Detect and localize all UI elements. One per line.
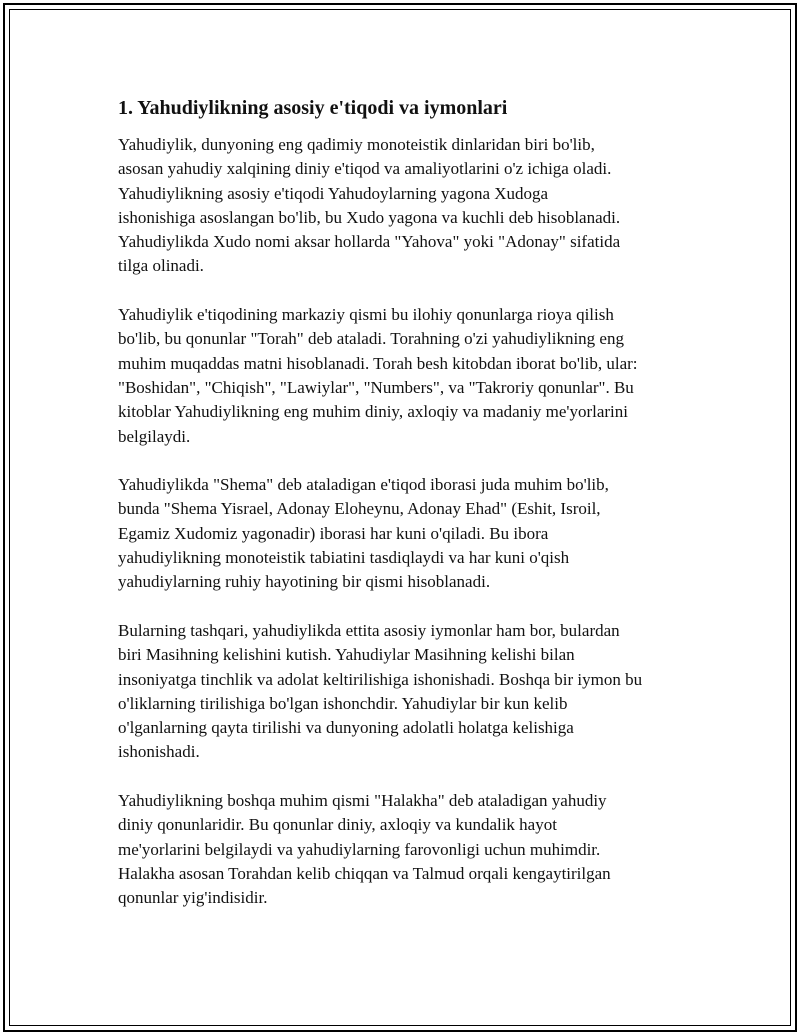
paragraph-line: insoniyatga tinchlik va adolat keltirilishiga ishonishadi. Boshqa bir iymon bu bbox=[118, 669, 643, 689]
paragraph-line: belgilaydi. bbox=[118, 426, 191, 446]
paragraph-line: Yahudiylik, dunyoning eng qadimiy monoteistik dinlaridan biri bo'lib, bbox=[118, 135, 595, 154]
paragraph-line: yahudiylikning monoteistik tabiatini tasdiqlaydi va har kuni o'qish bbox=[118, 548, 570, 568]
paragraph-line: yahudiylarning ruhiy hayotining bir qismi hisoblanadi. bbox=[118, 572, 491, 592]
paragraph bbox=[118, 619, 698, 765]
paragraph-line: Yahudiylikda Xudo nomi aksar hollarda "Yahova" yoki "Adonay" sifatida bbox=[118, 232, 621, 252]
paragraph-line: Bularning tashqari, yahudiylikda ettita asosiy iymonlar ham bor, bulardan bbox=[118, 620, 620, 640]
paragraph-line: Yahudiylikning asosiy e'tiqodi Yahudoylarning yagona Xudoga bbox=[118, 183, 549, 203]
paragraph-line: me'yorlarini belgilaydi va yahudiylarning farovonligi uchun muhimdir. bbox=[118, 839, 601, 859]
paragraph-line: o'liklarning tirilishiga bo'lgan ishonchdir. Yahudiylar bir kun kelib bbox=[118, 693, 568, 713]
paragraph-line: asosan yahudiy xalqining diniy e'tiqod va amaliyotlarini o'z ichiga oladi. bbox=[118, 159, 612, 179]
paragraph bbox=[118, 303, 698, 449]
paragraph-line: ishonishiga asoslangan bo'lib, bu Xudo yagona va kuchli deb hisoblanadi. bbox=[118, 207, 621, 227]
paragraph-line: biri Masihning kelishini kutish. Yahudiylar Masihning kelishi bilan bbox=[118, 645, 575, 665]
paragraph-line: "Boshidan", "Chiqish", "Lawiylar", "Numbers", va "Takroriy qonunlar". Bu bbox=[118, 377, 634, 397]
paragraph-line: qonunlar yig'indisidir. bbox=[118, 888, 268, 908]
paragraph-line: bo'lib, bu qonunlar "Torah" deb ataladi. Torahning o'zi yahudiylikning eng bbox=[118, 329, 624, 349]
paragraph bbox=[118, 789, 698, 910]
paragraph bbox=[118, 473, 698, 594]
paragraph-line: kitoblar Yahudiylikning eng muhim diniy, axloqiy va madaniy me'yorlarini bbox=[118, 402, 629, 422]
paragraph-line: muhim muqaddas matni hisoblanadi. Torah besh kitobdan iborat bo'lib, ular: bbox=[118, 353, 638, 373]
paragraph bbox=[118, 133, 698, 279]
paragraph-line: ishonishadi. bbox=[118, 742, 200, 762]
paragraph-line: bunda "Shema Yisrael, Adonay Eloheynu, Adonay Ehad" (Eshit, Isroil, bbox=[118, 499, 601, 519]
paragraph-line: Yahudiylik e'tiqodining markaziy qismi bu ilohiy qonunlarga rioya qilish bbox=[118, 305, 614, 325]
document-body bbox=[118, 96, 698, 935]
paragraph-line: Egamiz Xudomiz yagonadir) iborasi har kuni o'qiladi. Bu ibora bbox=[118, 523, 549, 543]
paragraph-line: Halakha asosan Torahdan kelib chiqqan va Talmud orqali kengaytirilgan bbox=[118, 863, 611, 883]
section-heading: 1. Yahudiylikning asosiy e'tiqodi va iymonlari bbox=[118, 97, 508, 119]
paragraph-line: diniy qonunlaridir. Bu qonunlar diniy, axloqiy va kundalik hayot bbox=[118, 815, 557, 835]
paragraph-line: tilga olinadi. bbox=[118, 256, 204, 276]
paragraph-line: Yahudiylikning boshqa muhim qismi "Halakha" deb ataladigan yahudiy bbox=[118, 791, 607, 811]
paragraph-line: o'lganlarning qayta tirilishi va dunyoning adolatli holatga kelishiga bbox=[118, 718, 574, 738]
paragraph-line: Yahudiylikda "Shema" deb ataladigan e'tiqod iborasi juda muhim bo'lib, bbox=[118, 475, 609, 495]
